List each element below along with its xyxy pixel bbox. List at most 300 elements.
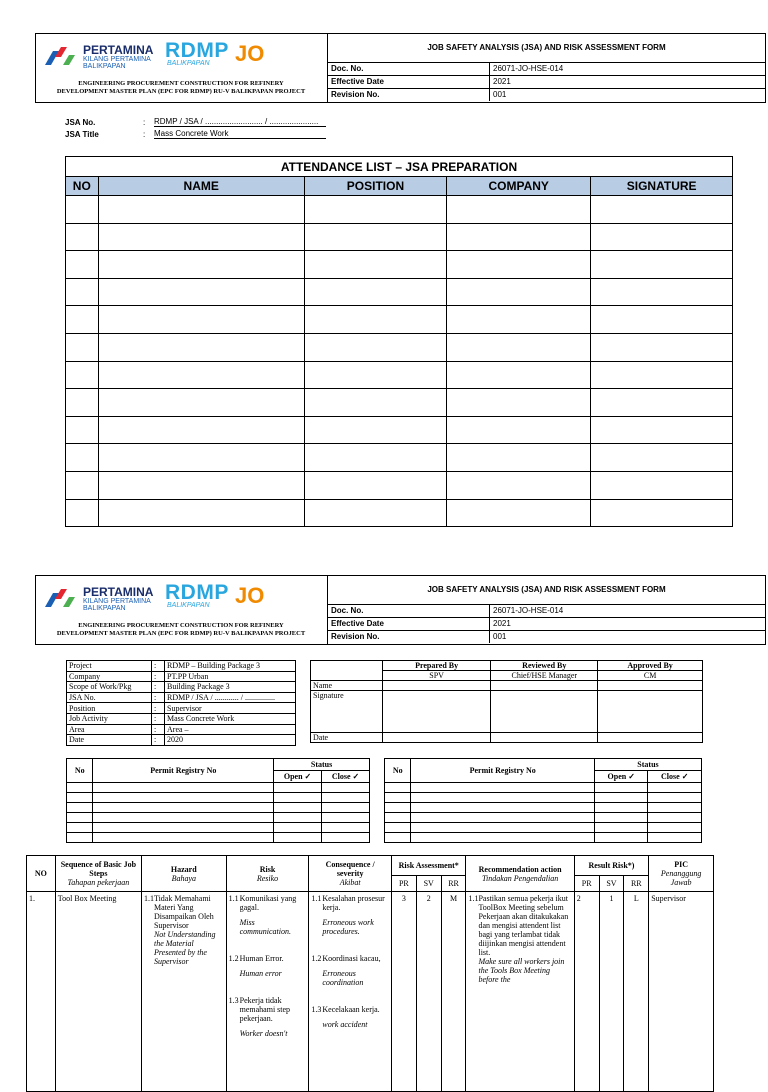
project-value: 2020 (165, 735, 296, 746)
permit-row (67, 813, 370, 823)
attendance-row (66, 306, 733, 334)
attendance-cell[interactable] (66, 389, 99, 417)
pertamina-logo (43, 41, 163, 73)
rr-value: M (441, 892, 466, 1092)
company-sub: BALIKPAPAN (83, 63, 126, 70)
permit-cell[interactable] (594, 783, 648, 793)
col-consequence (309, 856, 392, 892)
rdmp-logo (165, 39, 275, 73)
attendance-cell[interactable] (66, 278, 99, 306)
attendance-cell[interactable] (66, 306, 99, 334)
table-row (27, 892, 714, 1092)
meta-value: 2021 (490, 618, 766, 631)
attendance-cell[interactable] (591, 416, 733, 444)
attendance-row (66, 251, 733, 279)
permit-cell[interactable] (594, 813, 648, 823)
permit-open-header: Open ✓ (274, 771, 322, 783)
risks-text-it: Worker doesn't (239, 1029, 288, 1038)
col-pic-label-it: Penanggung Jawab (660, 869, 702, 887)
col-rr: RR (441, 876, 466, 892)
permit-cell[interactable] (67, 833, 93, 843)
permit-row (385, 833, 702, 843)
attendance-cell[interactable] (98, 196, 304, 224)
risks-item (229, 996, 307, 1050)
attendance-cell[interactable] (591, 251, 733, 279)
project-row (67, 682, 296, 693)
meta-label: Revision No. (328, 89, 490, 102)
colon: : (143, 130, 146, 139)
attendance-cell[interactable] (447, 306, 591, 334)
attendance-cell[interactable] (98, 471, 304, 499)
risks-text-it: Miss communication. (239, 918, 291, 936)
meta-value: 2021 (490, 76, 766, 89)
col-result-rr: RR (624, 876, 649, 892)
col-steps (55, 856, 141, 892)
col-steps-label: Sequence of Basic Job Steps (60, 860, 137, 878)
attendance-cell[interactable] (304, 223, 446, 251)
attendance-cell[interactable] (66, 444, 99, 472)
attendance-cell[interactable] (304, 471, 446, 499)
permit-close-header: Close ✓ (322, 771, 370, 783)
attendance-cell[interactable] (98, 278, 304, 306)
permit-registry-header: Permit Registry No (411, 759, 595, 783)
consequences-text-it: work accident (322, 1020, 368, 1029)
permit-cell[interactable] (67, 823, 93, 833)
permit-cell[interactable] (274, 813, 322, 823)
colon: : (152, 724, 165, 735)
permit-cell[interactable] (67, 793, 93, 803)
attendance-cell[interactable] (66, 471, 99, 499)
attendance-cell[interactable] (447, 251, 591, 279)
meta-value: 26071-JO-HSE-014 (490, 605, 766, 618)
attendance-cell[interactable] (66, 196, 99, 224)
pertamina-logo (43, 583, 163, 615)
attendance-cell[interactable] (98, 333, 304, 361)
permit-cell[interactable] (594, 823, 648, 833)
permit-cell[interactable] (93, 803, 274, 813)
meta-value: 001 (493, 90, 507, 99)
project-label: Position (67, 703, 152, 714)
role-spv: SPV (382, 671, 491, 681)
permit-cell[interactable] (322, 803, 370, 813)
jo-text: JO (235, 583, 265, 608)
project-label: JSA No. (67, 692, 152, 703)
doc-meta-table (328, 63, 765, 101)
permit-cell[interactable] (411, 783, 595, 793)
attendance-cell[interactable] (98, 389, 304, 417)
col-company: COMPANY (447, 177, 591, 196)
attendance-cell[interactable] (447, 333, 591, 361)
permit-cell[interactable] (322, 833, 370, 843)
epc-line: DEVELOPMENT MASTER PLAN (EPC FOR RDMP) RU-V BALIKPAPAN PROJECT (56, 88, 306, 95)
attendance-cell[interactable] (304, 196, 446, 224)
col-pic (649, 856, 714, 892)
result-rr-value: L (624, 892, 649, 1092)
attendance-cell[interactable] (304, 499, 446, 527)
col-hazard-label-it: Bahaya (171, 873, 197, 883)
epc-line: ENGINEERING PROCUREMENT CONSTRUCTION FOR REFINERY (78, 622, 284, 629)
hazard-no: 1.1 (143, 894, 154, 903)
project-value: Mass Concrete Work (165, 713, 296, 724)
colon: : (152, 661, 165, 672)
project-row (67, 661, 296, 672)
project-row (67, 692, 296, 703)
attendance-cell[interactable] (98, 444, 304, 472)
jsa-no-label: JSA No. (65, 118, 96, 127)
attendance-cell[interactable] (98, 306, 304, 334)
attendance-cell[interactable] (98, 499, 304, 527)
risks-body (240, 996, 307, 1044)
col-position: POSITION (304, 177, 446, 196)
permit-cell[interactable] (648, 823, 702, 833)
date-label: Date (311, 733, 383, 743)
attendance-cell[interactable] (66, 499, 99, 527)
attendance-row (66, 333, 733, 361)
project-value: Supervisor (165, 703, 296, 714)
permit-cell[interactable] (385, 823, 411, 833)
attendance-cell[interactable] (66, 333, 99, 361)
meta-label: Effective Date (328, 76, 490, 89)
jsa-table (26, 855, 714, 1092)
risks-body (240, 894, 307, 942)
consequences-no: 1.3 (311, 1005, 322, 1014)
pertamina-mark-icon (43, 585, 81, 609)
project-label: Job Activity (67, 713, 152, 724)
colon: : (152, 692, 165, 703)
attendance-cell[interactable] (304, 278, 446, 306)
blank-cell (382, 681, 491, 691)
attendance-row (66, 416, 733, 444)
attendance-table (65, 156, 733, 527)
project-row (67, 703, 296, 714)
attendance-cell[interactable] (447, 196, 591, 224)
consequences-text: Kecelakaan kerja. (322, 1005, 380, 1014)
epc-line: ENGINEERING PROCUREMENT CONSTRUCTION FOR REFINERY (78, 80, 284, 87)
attendance-cell[interactable] (447, 361, 591, 389)
consequences-text: Koordinasi kacau, (322, 954, 381, 963)
attendance-cell[interactable] (66, 251, 99, 279)
permit-no-header: No (67, 759, 93, 783)
attendance-cell[interactable] (304, 416, 446, 444)
permit-cell[interactable] (385, 783, 411, 793)
row-no: 1. (27, 892, 56, 1092)
colon: : (152, 735, 165, 746)
permit-cell[interactable] (93, 823, 274, 833)
meta-value: 26071-JO-HSE-014 (490, 63, 766, 76)
permit-row (67, 803, 370, 813)
permit-cell[interactable] (67, 813, 93, 823)
permit-cell[interactable] (594, 793, 648, 803)
permit-cell[interactable] (385, 833, 411, 843)
risks-text: Komunikasi yang gagal. (239, 894, 297, 912)
attendance-cell[interactable] (591, 278, 733, 306)
attendance-cell[interactable] (304, 306, 446, 334)
col-pic-label: PIC (674, 860, 688, 869)
permit-status-header: Status (594, 759, 701, 771)
consequences-body (322, 894, 389, 942)
attendance-cell[interactable] (591, 306, 733, 334)
permit-cell[interactable] (411, 803, 595, 813)
permit-rows (385, 783, 702, 843)
permit-cell[interactable] (322, 813, 370, 823)
col-pr: PR (391, 876, 416, 892)
signature-label: Signature (311, 691, 383, 733)
attendance-cell[interactable] (447, 389, 591, 417)
permit-row (385, 813, 702, 823)
permit-cell[interactable] (67, 803, 93, 813)
attendance-row (66, 361, 733, 389)
form-title: JOB SAFETY ANALYSIS (JSA) AND RISK ASSESSMENT FORM (328, 34, 765, 63)
col-result-sv: SV (599, 876, 624, 892)
permit-cell[interactable] (411, 823, 595, 833)
permit-cell[interactable] (274, 803, 322, 813)
project-label: Company (67, 671, 152, 682)
rdmp-text: RDMP (165, 39, 229, 62)
permit-cell[interactable] (411, 833, 595, 843)
name-label: Name (311, 681, 383, 691)
permit-cell[interactable] (322, 793, 370, 803)
permit-row (385, 823, 702, 833)
hazard-cell (141, 892, 226, 1092)
meta-label: Doc. No. (328, 63, 490, 76)
attendance-cell[interactable] (66, 223, 99, 251)
company-name: PERTAMINA (83, 43, 154, 57)
project-row (67, 724, 296, 735)
permit-row (67, 833, 370, 843)
permit-cell[interactable] (93, 833, 274, 843)
consequences-item (311, 954, 389, 999)
permit-cell[interactable] (594, 803, 648, 813)
risks-item (229, 954, 307, 990)
blank-cell (491, 733, 598, 743)
meta-label: Revision No. (328, 631, 490, 644)
attendance-cell[interactable] (66, 361, 99, 389)
col-risk-label-it: Resiko (256, 873, 279, 883)
attendance-body (66, 196, 733, 527)
result-pr-value: 2 (574, 892, 599, 1092)
col-no: NO (27, 856, 56, 892)
doc-meta-table (328, 605, 765, 643)
attendance-row (66, 196, 733, 224)
permit-cell[interactable] (274, 823, 322, 833)
reviewed-by: Reviewed By (491, 661, 598, 671)
col-risk (226, 856, 309, 892)
permit-cell[interactable] (274, 833, 322, 843)
attendance-cell[interactable] (591, 361, 733, 389)
attendance-cell[interactable] (98, 416, 304, 444)
permit-cell[interactable] (648, 803, 702, 813)
attendance-cell[interactable] (591, 471, 733, 499)
permit-cell[interactable] (648, 783, 702, 793)
attendance-cell[interactable] (447, 471, 591, 499)
col-consequence-label-it: Akibat (339, 878, 361, 887)
permit-cell[interactable] (385, 793, 411, 803)
colon: : (152, 682, 165, 693)
col-no: NO (66, 177, 99, 196)
result-sv-value: 1 (599, 892, 624, 1092)
risks-body (240, 954, 284, 984)
permit-cell[interactable] (322, 783, 370, 793)
permit-cell[interactable] (385, 813, 411, 823)
meta-value: 001 (493, 632, 507, 641)
blank-cell (382, 733, 491, 743)
blank-cell (491, 691, 598, 733)
role-chief: Chief/HSE Manager (491, 671, 598, 681)
consequences-text: Kesalahan prosesur kerja. (322, 894, 385, 912)
epc-caption (37, 622, 325, 638)
company-name: PERTAMINA (83, 585, 154, 599)
project-row (67, 671, 296, 682)
attendance-row (66, 471, 733, 499)
colon: : (152, 671, 165, 682)
risks-text: Pekerja tidak memahami step pekerjaan. (239, 996, 291, 1023)
sv-value: 2 (416, 892, 441, 1092)
meta-label: Effective Date (328, 618, 490, 631)
risks-item (229, 894, 307, 948)
attendance-cell[interactable] (98, 251, 304, 279)
project-label: Project (67, 661, 152, 672)
attendance-cell[interactable] (591, 444, 733, 472)
attendance-cell[interactable] (98, 361, 304, 389)
attendance-title: ATTENDANCE LIST – JSA PREPARATION (66, 157, 733, 177)
permit-rows (67, 783, 370, 843)
risks-text: Human Error. (239, 954, 284, 963)
consequences-item (311, 1005, 389, 1041)
jsa-no-value: RDMP / JSA / .......................... / ...................... (154, 117, 326, 127)
col-result-risk: Result Risk*) (574, 856, 649, 876)
hazard-text: Tidak Memahami Materi Yang Disampaikan Oleh Supervisor (153, 894, 214, 930)
permit-cell[interactable] (411, 793, 595, 803)
rdmp-logo (165, 581, 275, 615)
colon: : (143, 118, 146, 127)
consequences-body (322, 954, 389, 993)
permit-cell[interactable] (648, 833, 702, 843)
permit-table-left (66, 758, 370, 843)
jo-text: JO (235, 41, 265, 66)
attendance-cell[interactable] (447, 278, 591, 306)
permit-no-header: No (385, 759, 411, 783)
consequences-body (322, 1005, 379, 1035)
permit-cell[interactable] (274, 783, 322, 793)
attendance-cell[interactable] (447, 416, 591, 444)
attendance-cell[interactable] (447, 499, 591, 527)
recommendation-cell (466, 892, 574, 1092)
project-value: Building Package 3 (165, 682, 296, 693)
rdmp-sub: BALIKPAPAN (167, 60, 210, 67)
risks-no: 1.2 (228, 954, 239, 963)
project-label: Scope of Work/Pkg (67, 682, 152, 693)
permit-cell[interactable] (93, 783, 274, 793)
consequences-no: 1.1 (311, 894, 322, 903)
permit-cell[interactable] (67, 783, 93, 793)
blank-cell (311, 661, 383, 671)
rdmp-text: RDMP (165, 581, 229, 604)
permit-row (67, 823, 370, 833)
permit-cell[interactable] (93, 793, 274, 803)
colon: : (152, 713, 165, 724)
project-label: Area (67, 724, 152, 735)
attendance-cell[interactable] (304, 389, 446, 417)
col-recommendation (466, 856, 574, 892)
attendance-cell[interactable] (447, 444, 591, 472)
consequence-cell (309, 892, 392, 1092)
permit-cell[interactable] (648, 813, 702, 823)
recommendation-text-it: Make sure all workers join the Tools Box Meeting before the (478, 957, 565, 984)
attendance-cell[interactable] (591, 196, 733, 224)
permit-cell[interactable] (594, 833, 648, 843)
blank-cell (598, 681, 703, 691)
epc-line: DEVELOPMENT MASTER PLAN (EPC FOR RDMP) RU-V BALIKPAPAN PROJECT (56, 630, 306, 637)
consequences-text-it: Erroneous coordination (322, 969, 364, 987)
colon: : (152, 703, 165, 714)
project-value: RDMP / JSA / ............ / ............... (165, 692, 296, 703)
attendance-cell[interactable] (591, 333, 733, 361)
attendance-cell[interactable] (591, 223, 733, 251)
attendance-cell[interactable] (304, 444, 446, 472)
permit-cell[interactable] (648, 793, 702, 803)
permit-cell[interactable] (274, 793, 322, 803)
permit-row (385, 783, 702, 793)
jsa-title-label: JSA Title (65, 130, 99, 139)
blank-cell (382, 691, 491, 733)
project-label: Date (67, 735, 152, 746)
approved-by: Approved By (598, 661, 703, 671)
attendance-cell[interactable] (304, 361, 446, 389)
consequences-no: 1.2 (311, 954, 322, 963)
attendance-cell[interactable] (591, 389, 733, 417)
attendance-row (66, 223, 733, 251)
risks-no: 1.3 (228, 996, 239, 1005)
project-value: PT.PP Urban (165, 671, 296, 682)
project-info-table (66, 660, 296, 746)
col-hazard (141, 856, 226, 892)
jsa-title-value: Mass Concrete Work (154, 129, 326, 139)
permit-cell[interactable] (322, 823, 370, 833)
attendance-cell[interactable] (447, 223, 591, 251)
col-steps-label-it: Tahapan pekerjaan (67, 878, 130, 887)
permit-cell[interactable] (385, 803, 411, 813)
blank-cell (598, 691, 703, 733)
attendance-cell[interactable] (304, 251, 446, 279)
permit-status-header: Status (274, 759, 370, 771)
rdmp-sub: BALIKPAPAN (167, 602, 210, 609)
permit-table-right (384, 758, 702, 843)
approval-table (310, 660, 703, 743)
blank-cell (491, 681, 598, 691)
hazard-text-it: Not Understanding the Material Presented by the Supervisor (153, 930, 216, 966)
col-sv: SV (416, 876, 441, 892)
attendance-cell[interactable] (98, 223, 304, 251)
form-title: JOB SAFETY ANALYSIS (JSA) AND RISK ASSESSMENT FORM (328, 576, 765, 605)
pertamina-mark-icon (43, 43, 81, 67)
permit-cell[interactable] (411, 813, 595, 823)
col-risk-label: Risk (259, 864, 276, 874)
attendance-cell[interactable] (304, 333, 446, 361)
attendance-row (66, 389, 733, 417)
attendance-row (66, 444, 733, 472)
project-row (67, 713, 296, 724)
permit-row (385, 793, 702, 803)
attendance-cell[interactable] (591, 499, 733, 527)
attendance-cell[interactable] (66, 416, 99, 444)
col-risk-assessment: Risk Assessment* (391, 856, 466, 876)
company-sub: KILANG PERTAMINA (83, 598, 151, 605)
prepared-by: Prepared By (382, 661, 491, 671)
col-recommendation-label: Recommendation action (478, 864, 562, 874)
project-value: RDMP – Building Package 3 (165, 661, 296, 672)
permit-close-header: Close ✓ (648, 771, 702, 783)
permit-cell[interactable] (93, 813, 274, 823)
